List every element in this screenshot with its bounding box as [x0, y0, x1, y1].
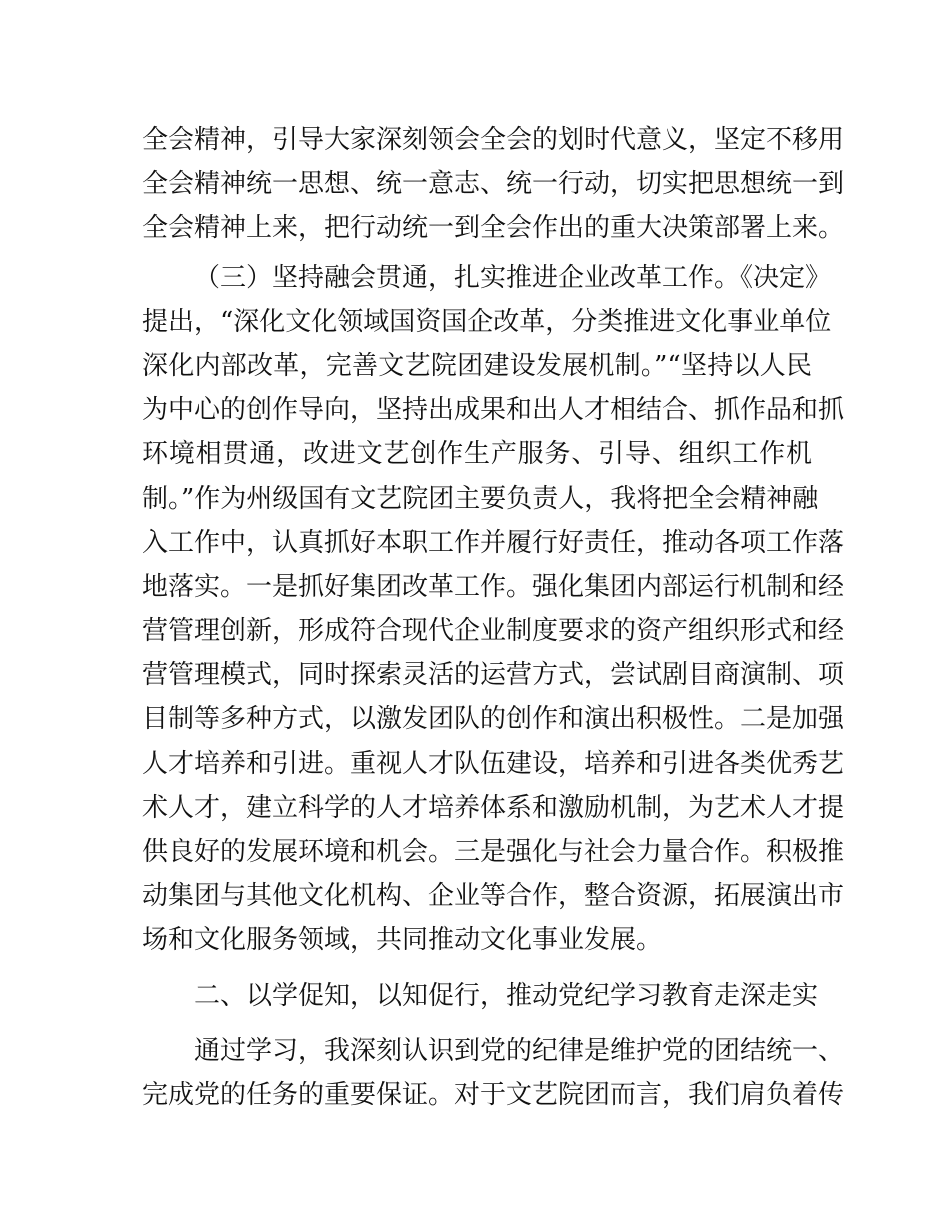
text-line: 全会精神上来，把行动统一到全会作出的重大决策部署上来。: [142, 213, 845, 244]
text-line: 供良好的发展环境和机会。三是强化与社会力量合作。积极推: [142, 837, 845, 867]
text-line: 制。”作为州级国有文艺院团主要负责人，我将把全会精神融: [142, 483, 819, 514]
text-line: 营管理模式，同时探索灵活的运营方式，尝试剧目商演制、项: [142, 660, 845, 691]
text-line: 为中心的创作导向，坚持出成果和出人才相结合、抓作品和抓: [142, 395, 845, 426]
paragraph-3: [142, 1029, 845, 1117]
paragraph-1: [142, 118, 845, 251]
text-line: 术人才，建立科学的人才培养体系和激励机制，为艺术人才提: [142, 792, 845, 823]
text-line: 全会精神，引导大家深刻领会全会的划时代意义，坚定不移用: [142, 125, 845, 155]
text-line: 人才培养和引进。重视人才队伍建设，培养和引进各类优秀艺: [142, 748, 845, 779]
text-line: 动集团与其他文化机构、企业等合作，整合资源，拓展演出市: [142, 881, 845, 912]
text-line: 通过学习，我深刻认识到党的纪律是维护党的团结统一、: [194, 1035, 845, 1066]
text-line: （三）坚持融会贯通，扎实推进企业改革工作。《决定》: [194, 262, 832, 293]
text-line: 全会精神统一思想、统一意志、统一行动，切实把思想统一到: [142, 169, 845, 200]
text-line: 提出，“深化文化领域国资国企改革，分类推进文化事业单位: [142, 306, 832, 337]
text-line: 环境相贯通，改进文艺创作生产服务、引导、组织工作机: [142, 439, 812, 470]
paragraph-2: [142, 256, 845, 963]
document-body: [142, 118, 845, 1117]
text-line: 入工作中，认真抓好本职工作并履行好责任，推动各项工作落: [142, 527, 845, 558]
text-line: 地落实。一是抓好集团改革工作。强化集团内部运行机制和经: [142, 571, 845, 602]
text-line: 营管理创新，形成符合现代企业制度要求的资产组织形式和经: [142, 616, 845, 647]
text-line: 场和文化服务领域，共同推动文化事业发展。: [142, 925, 663, 956]
text-line: 深化内部改革，完善文艺院团建设发展机制。”“坚持以人民: [142, 350, 812, 381]
text-line: 完成党的任务的重要保证。对于文艺院团而言，我们肩负着传: [142, 1079, 845, 1110]
text-line: 目制等多种方式，以激发团队的创作和演出积极性。二是加强: [142, 704, 845, 735]
section-heading: 二、以学促知，以知促行，推动党纪学习教育走深走实: [194, 980, 819, 1011]
